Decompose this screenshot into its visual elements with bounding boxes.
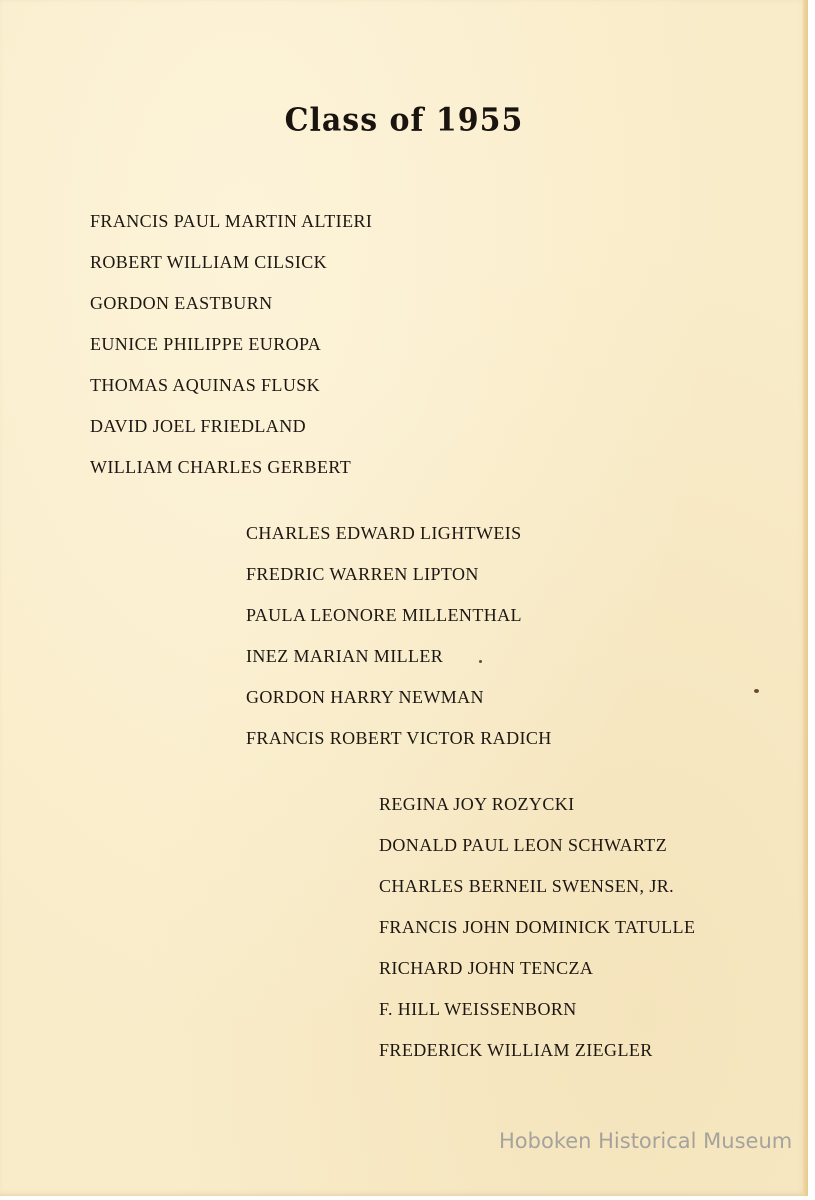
graduate-name: FRANCIS PAUL MARTIN ALTIERI <box>90 211 373 231</box>
graduate-name: PAULA LEONORE MILLENTHAL <box>246 605 522 625</box>
graduate-name: GORDON EASTBURN <box>90 293 273 313</box>
names-column-1 <box>90 212 372 499</box>
graduate-name: REGINA JOY ROZYCKI <box>379 794 575 814</box>
paper-edge <box>803 0 808 1196</box>
graduate-name: DONALD PAUL LEON SCHWARTZ <box>379 835 668 855</box>
graduate-name: CHARLES BERNEIL SWENSEN, JR. <box>379 876 675 896</box>
graduate-name: THOMAS AQUINAS FLUSK <box>90 375 321 395</box>
graduate-name: EUNICE PHILIPPE EUROPA <box>90 334 322 354</box>
paper-speck <box>754 689 759 693</box>
paper-speck <box>479 660 482 663</box>
graduate-name: FRANCIS JOHN DOMINICK TATULLE <box>379 917 696 937</box>
graduate-name: CHARLES EDWARD LIGHTWEIS <box>246 523 522 543</box>
graduate-name: DAVID JOEL FRIEDLAND <box>90 416 306 436</box>
graduate-name: ROBERT WILLIAM CILSICK <box>90 252 328 272</box>
names-column-3 <box>379 795 695 1082</box>
page-title: Class of 1955 <box>284 102 524 139</box>
graduate-name: FREDRIC WARREN LIPTON <box>246 564 479 584</box>
graduate-name: F. HILL WEISSENBORN <box>379 999 577 1019</box>
museum-watermark: Hoboken Historical Museum <box>499 1129 793 1153</box>
names-column-2 <box>246 524 552 770</box>
graduate-name: FRANCIS ROBERT VICTOR RADICH <box>246 728 552 748</box>
graduate-name: INEZ MARIAN MILLER <box>246 646 444 666</box>
graduate-name: GORDON HARRY NEWMAN <box>246 687 484 707</box>
graduate-name: FREDERICK WILLIAM ZIEGLER <box>379 1040 653 1060</box>
graduate-name: RICHARD JOHN TENCZA <box>379 958 594 978</box>
graduate-name: WILLIAM CHARLES GERBERT <box>90 457 352 477</box>
